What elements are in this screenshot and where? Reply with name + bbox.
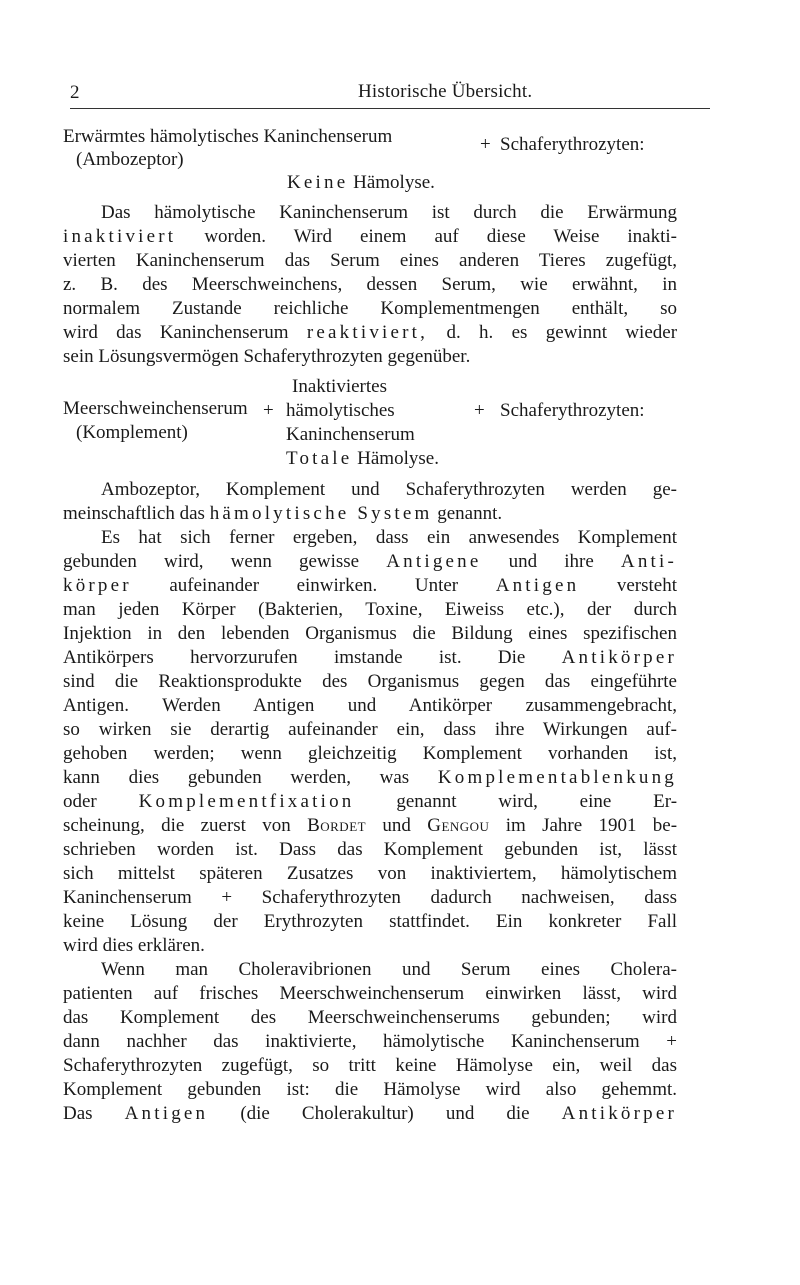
emph-komplementfixation: Komplementfixation <box>138 791 355 812</box>
running-title: Historische Übersicht. <box>358 81 533 102</box>
emph-haemolytische-system: hämolytische System <box>209 503 433 524</box>
header-rule <box>70 108 710 109</box>
emph-antigene: Antigene <box>386 551 482 572</box>
text-span: kann dies gebunden werden, was <box>63 767 410 788</box>
text-line: schrieben worden ist. Dass das Komplement gebunden ist, lässt <box>63 839 677 860</box>
formula-1-left-top: Erwärmtes hämolytisches Kaninchenserum <box>63 126 393 147</box>
text-line <box>63 766 677 790</box>
text-line <box>63 502 502 526</box>
text-span: worden. Wird einem auf diese Weise inakti- <box>204 226 677 247</box>
formula-2-mid-top: Inaktiviertes <box>292 376 387 397</box>
emph-reaktiviert: reaktiviert, <box>306 322 429 343</box>
emph-anti: Anti- <box>620 551 678 572</box>
emph-komplementablenkung: Komplementablenkung <box>437 767 678 788</box>
text-line: sind die Reaktionsprodukte des Organismus gegen das eingeführte <box>63 671 677 692</box>
formula-2-result-emph: Totale <box>286 448 353 469</box>
text-line: Komplement gebunden ist: die Hämolyse wird also gehemmt. <box>63 1079 677 1100</box>
text-span: und <box>382 815 411 836</box>
text-line: normalem Zustande reichliche Komplementmengen enthält, so <box>63 298 677 319</box>
text-line: vierten Kaninchenserum das Serum eines anderen Tieres zugefügt, <box>63 250 677 271</box>
text-span: (die Cholerakultur) und die <box>240 1103 530 1124</box>
text-span: scheinung, die zuerst von <box>63 815 291 836</box>
text-span: Antikörpers hervorzurufen imstande ist. Die <box>63 647 526 668</box>
text-line: das Komplement des Meerschweinchenserums gebunden; wird <box>63 1007 677 1028</box>
text-line <box>63 550 677 574</box>
text-line: dann nachher das inaktivierte, hämolytische Kaninchenserum + <box>63 1031 677 1052</box>
emph-antikoerper: Antikörper <box>561 647 677 668</box>
formula-2-right: Schaferythrozyten: <box>500 400 645 421</box>
text-line: man jeden Körper (Bakterien, Toxine, Eiweiss etc.), der durch <box>63 599 677 620</box>
text-line <box>63 646 677 670</box>
formula-2-result <box>286 447 439 471</box>
formula-2-left-bottom: (Komplement) <box>76 422 188 443</box>
text-line <box>63 1102 677 1126</box>
text-span: genannt wird, eine Er- <box>396 791 678 812</box>
emph-antigen: Antigen <box>124 1103 209 1124</box>
text-line: Ambozeptor, Komplement und Schaferythrozyten werden ge- <box>101 479 677 500</box>
formula-1-result-rest: Hämolyse. <box>353 172 435 193</box>
formula-2-plus-2: + <box>474 400 485 421</box>
text-line <box>63 814 677 838</box>
text-span: gebunden wird, wenn gewisse <box>63 551 360 572</box>
text-line <box>63 790 677 814</box>
emph-koerper: körper <box>63 575 132 596</box>
text-span: und ihre <box>508 551 594 572</box>
emph-antigen: Antigen <box>495 575 580 596</box>
formula-2-plus-1: + <box>263 400 274 421</box>
text-span: wird das Kaninchenserum <box>63 322 289 343</box>
text-span: im Jahre 1901 be- <box>505 815 678 836</box>
formula-2-left-top: Meerschweinchenserum <box>63 398 248 419</box>
text-line: sein Lösungsvermögen Schaferythrozyten gegenüber. <box>63 346 471 367</box>
text-span: d. h. es gewinnt wieder <box>446 322 678 343</box>
text-span: oder <box>63 791 97 812</box>
emph-inaktiviert: inaktiviert <box>63 226 177 247</box>
text-line: Kaninchenserum + Schaferythrozyten dadurch nachweisen, dass <box>63 887 677 908</box>
text-line: Das hämolytische Kaninchenserum ist durch die Erwärmung <box>101 202 677 223</box>
text-line: wird dies erklären. <box>63 935 205 956</box>
formula-1-plus: + <box>480 134 491 155</box>
text-line <box>63 225 677 249</box>
text-span: versteht <box>616 575 678 596</box>
text-line: sich mittelst späteren Zusatzes von inaktiviertem, hämolytischem <box>63 863 677 884</box>
formula-2-mid-bottom: Kaninchenserum <box>286 424 415 445</box>
text-line: gehoben werden; wenn gleichzeitig Komplement vorhanden ist, <box>63 743 677 764</box>
page-header <box>70 50 710 110</box>
text-line: so wirken sie derartig aufeinander ein, dass ihre Wirkungen auf- <box>63 719 677 740</box>
formula-1-result-emph: Keine <box>287 172 349 193</box>
emph-antikoerper: Antikörper <box>561 1103 678 1124</box>
text-line: keine Lösung der Erythrozyten stattfindet. Ein konkreter Fall <box>63 911 677 932</box>
formula-2-result-rest: Hämolyse. <box>357 448 439 469</box>
text-line <box>63 574 677 598</box>
text-line: Wenn man Choleravibrionen und Serum eines Cholera- <box>101 959 677 980</box>
text-line: Injektion in den lebenden Organismus die Bildung eines spezifischen <box>63 623 677 644</box>
text-line: Es hat sich ferner ergeben, dass ein anwesendes Komplement <box>101 527 677 548</box>
formula-1-left-bottom: (Ambozeptor) <box>76 149 184 170</box>
author-bordet: Bordet <box>307 815 367 836</box>
text-line: z. B. des Meerschweinchens, dessen Serum, wie erwähnt, in <box>63 274 677 295</box>
text-span: Das <box>63 1103 93 1124</box>
text-line: Schaferythrozyten zugefügt, so tritt keine Hämolyse ein, weil das <box>63 1055 677 1076</box>
text-span: aufeinander einwirken. Unter <box>169 575 459 596</box>
text-line: Antigen. Werden Antigen und Antikörper zusammengebracht, <box>63 695 677 716</box>
formula-2-mid-mid: hämolytisches <box>286 400 395 421</box>
formula-1-result <box>287 171 435 195</box>
page-number: 2 <box>70 82 80 103</box>
text-span: genannt. <box>437 503 503 524</box>
formula-1-right: Schaferythrozyten: <box>500 134 645 155</box>
text-line: patienten auf frisches Meerschweinchenserum einwirken lässt, wird <box>63 983 677 1004</box>
text-span: meinschaftlich das <box>63 503 205 524</box>
text-line <box>63 321 677 345</box>
author-gengou: Gengou <box>427 815 490 836</box>
